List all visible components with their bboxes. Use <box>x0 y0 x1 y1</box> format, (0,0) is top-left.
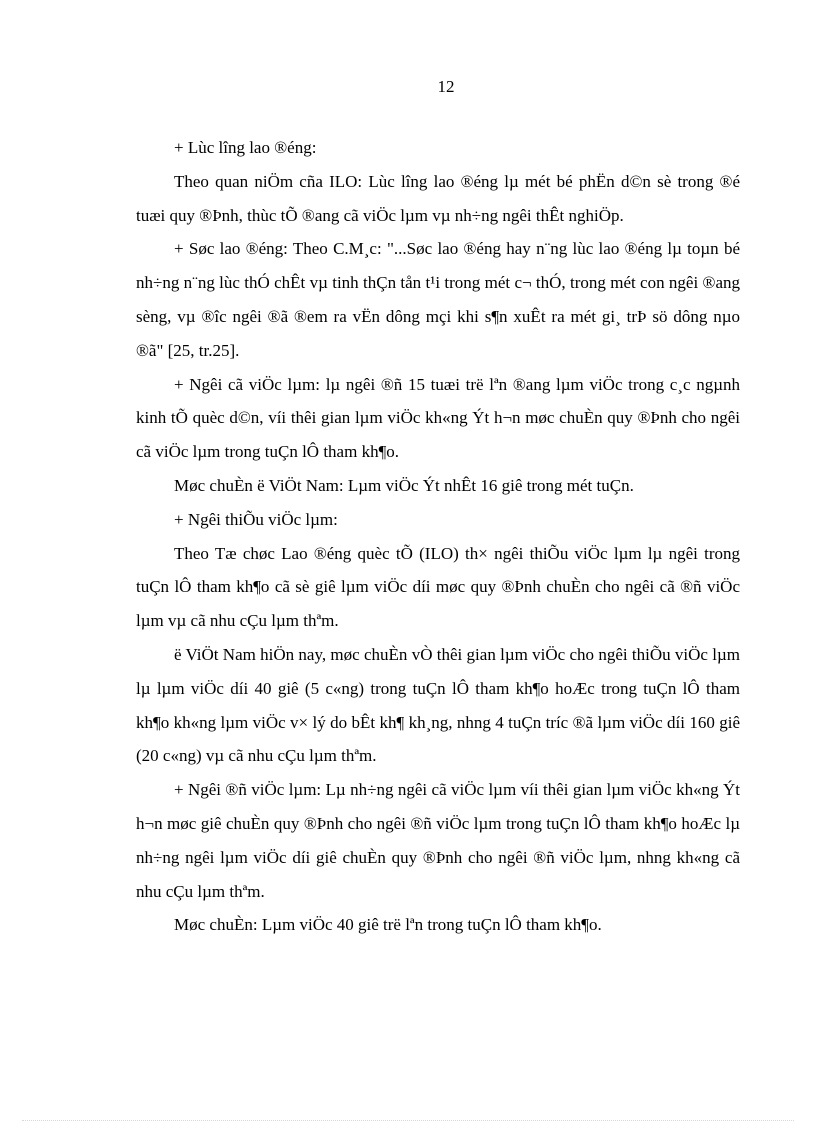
paragraph-vietnam-employment-standard: Møc chuÈn ë ViÖt Nam: Lµm viÖc Ýt nhÊt 16 giê trong mét tuÇn. <box>174 475 634 495</box>
paragraph-full-employment-standard: Møc chuÈn: Lµm viÖc 40 giê trë lªn trong tuÇn lÔ tham kh¶o. <box>174 915 602 935</box>
paragraph-labor-power-definition: + Søc lao ®éng: Theo C.M¸c: "...Søc lao ®éng hay n¨ng lùc lao ®éng lµ toµn bé nh÷ng n¨ng lùc thÓ chÊt vµ tinh thÇn tån t¹i trong mét c¬ thÓ, trong mét con ngêi ®ang sèng, vµ ®îc ngêi ®ã ®em ra vËn dông mçi khi s¶n xuÊt ra mét gi¸ trÞ sö dông nµo ®ã" [25, tr.25]. <box>136 239 740 360</box>
document-body <box>136 131 740 942</box>
paragraph-ilo-labor-force-definition: Theo quan niÖm cña ILO: Lùc lîng lao ®éng lµ mét bé phËn d©n sè trong ®é tuæi quy ®Þnh, thùc tÕ ®ang cã viÖc lµm vµ nh÷ng ngêi thÊt nghiÖp. <box>136 171 740 225</box>
page-number: 12 <box>437 77 455 96</box>
paragraph-ilo-underemployed-definition: Theo Tæ chøc Lao ®éng quèc tÕ (ILO) th× ngêi thiÕu viÖc lµm lµ ngêi trong tuÇn lÔ tham kh¶o cã sè giê lµm viÖc díi møc quy ®Þnh chuÈn cho ngêi cã ®ñ viÖc lµm vµ cã nhu cÇu lµm thªm. <box>136 543 740 631</box>
paragraph-underemployed-heading: + Ngêi thiÕu viÖc lµm: <box>174 509 338 529</box>
paragraph-vietnam-underemployed-standard: ë ViÖt Nam hiÖn nay, møc chuÈn vÒ thêi gian lµm viÖc cho ngêi thiÕu viÖc lµm lµ lµm viÖc díi 40 giê (5 c«ng) trong tuÇn lÔ tham kh¶o hoÆc trong tuÇn lÔ tham kh¶o kh«ng lµm viÖc v× lý do bÊt kh¶ kh¸ng, nhng 4 tuÇn tríc ®ã lµm viÖc díi 160 giê (20 c«ng) vµ cã nhu cÇu lµm thªm. <box>136 644 740 766</box>
paragraph-employed-definition: + Ngêi cã viÖc lµm: lµ ngêi ®ñ 15 tuæi trë lªn ®ang lµm viÖc trong c¸c ngµnh kinh tÕ quèc d©n, víi thêi gian lµm viÖc kh«ng Ýt h¬n møc chuÈn quy ®Þnh cho ngêi cã viÖc lµm trong tuÇn lÔ tham kh¶o. <box>136 374 740 462</box>
paragraph-fully-employed-definition: + Ngêi ®ñ viÖc lµm: Lµ nh÷ng ngêi cã viÖc lµm víi thêi gian lµm viÖc kh«ng Ýt h¬n møc giê chuÈn quy ®Þnh cho ngêi ®ñ viÖc lµm trong tuÇn lÔ tham kh¶o hoÆc lµ nh÷ng ngêi lµm viÖc díi giê chuÈn quy ®Þnh cho ngêi ®ñ viÖc lµm, nhng kh«ng cã nhu cÇu lµm thªm. <box>136 780 740 901</box>
paragraph-labor-force-heading: + Lùc lîng lao ®éng: <box>174 138 317 157</box>
page-bottom-edge <box>22 1120 794 1121</box>
